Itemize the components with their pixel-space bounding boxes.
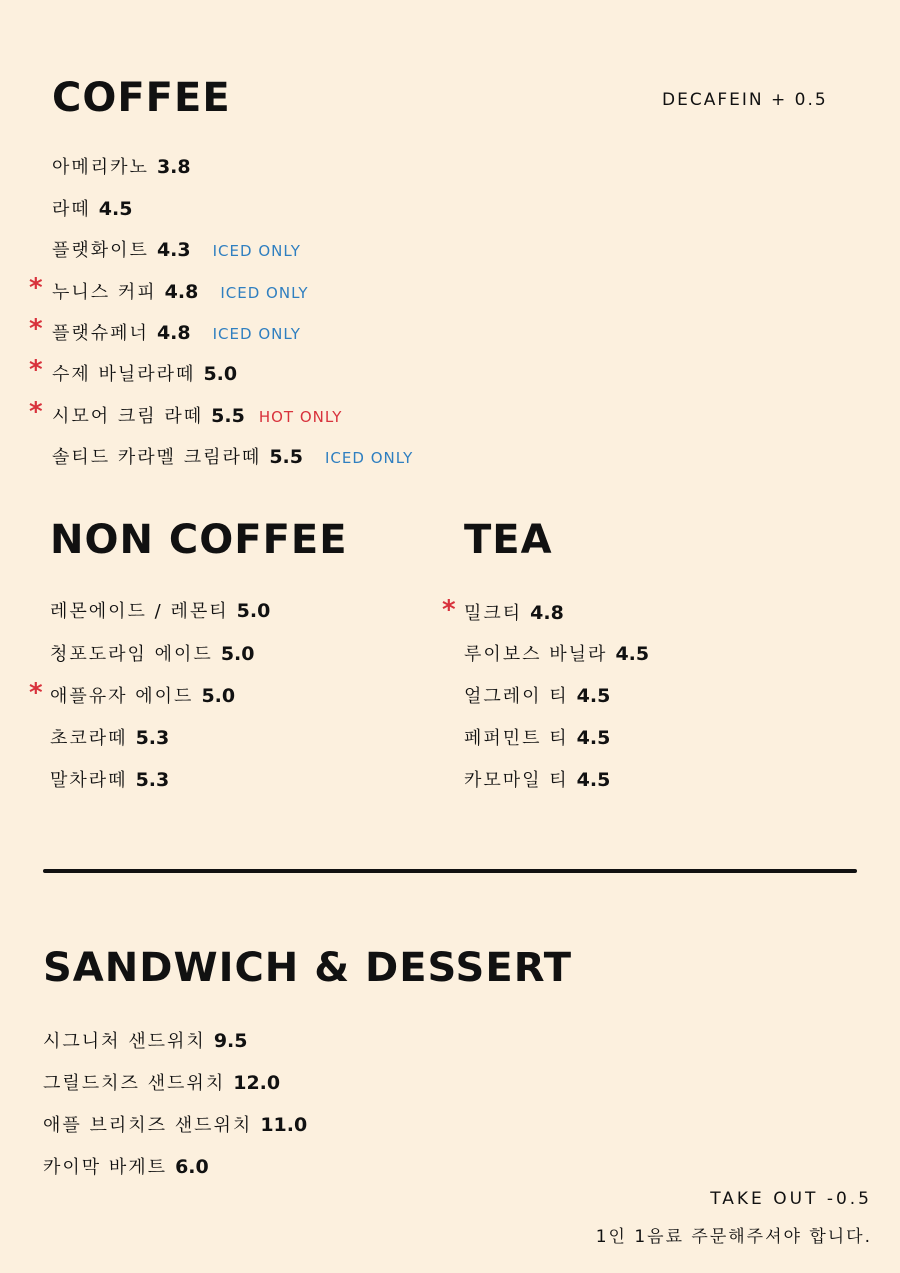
menu-item-price: 5.0 [201,685,236,707]
menu-item-name: 라떼 [52,199,91,220]
menu-item-rooibos-vanilla [464,643,649,666]
menu-item-price: 6.0 [175,1156,209,1178]
menu-item-name: 초코라떼 [50,728,128,749]
sandwich-dessert-section-title: SANDWICH & DESSERT [43,945,572,991]
menu-item-name: 애플 브리치즈 샌드위치 [43,1115,253,1136]
iced-only-tag: ICED ONLY [325,449,414,467]
menu-item-price: 5.5 [211,405,245,427]
menu-item-name: 시그니처 샌드위치 [43,1031,206,1052]
menu-item-price: 5.3 [135,769,170,791]
menu-item-nunis-coffee [52,281,309,304]
menu-item-americano [52,156,191,179]
menu-item-price: 5.0 [220,643,255,665]
menu-item-name: 시모어 크림 라떼 [52,406,204,427]
decaf-note: DECAFEIN + 0.5 [662,90,828,110]
menu-item-name: 수제 바닐라라떼 [52,364,196,385]
menu-item-price: 5.0 [236,600,271,622]
hot-only-tag: HOT ONLY [258,408,343,426]
menu-item-earl-grey-tea [464,685,610,708]
menu-item-price: 4.5 [576,685,611,707]
menu-item-price: 4.8 [530,602,564,624]
menu-item-name: 플랫슈페너 [52,323,149,344]
menu-item-apple-brie-sandwich [43,1114,307,1137]
iced-only-tag: ICED ONLY [220,284,309,302]
menu-item-matcha-latte [50,769,169,792]
menu-item-latte [52,198,132,221]
menu-item-milk-tea [464,602,564,625]
menu-item-price: 4.8 [156,322,191,344]
menu-item-chamomile-tea [464,769,610,792]
menu-item-green-grape-lime-ade [50,643,255,666]
menu-item-lemonade [50,600,270,623]
order-policy-note: 1인 1음료 주문해주셔야 합니다. [595,1227,872,1247]
menu-item-name: 루이보스 바닐라 [464,644,608,665]
menu-item-price: 4.3 [156,239,191,261]
menu-item-price: 4.5 [98,198,133,220]
menu-item-name: 그릴드치즈 샌드위치 [43,1073,226,1094]
menu-item-signature-sandwich [43,1030,248,1053]
menu-item-name: 얼그레이 티 [464,686,569,707]
tea-section-title: TEA [464,517,553,563]
menu-item-seamore-cream-latte [52,405,342,428]
menu-item-price: 4.5 [576,727,611,749]
menu-item-salted-caramel-cream-latte [52,446,413,469]
menu-item-price: 4.5 [576,769,611,791]
menu-item-grilled-cheese-sandwich [43,1072,280,1095]
menu-item-name: 페퍼민트 티 [464,728,569,749]
menu-item-name: 말차라떼 [50,770,128,791]
menu-item-name: 밀크티 [464,603,523,624]
menu-item-name: 청포도라임 에이드 [50,644,213,665]
menu-item-name: 플랫화이트 [52,240,149,261]
menu-item-flat-schpenner [52,322,301,345]
menu-item-peppermint-tea [464,727,610,750]
menu-item-price: 11.0 [260,1114,308,1136]
signature-star-icon: * [442,595,456,625]
non-coffee-section-title: NON COFFEE [50,517,348,563]
coffee-section-title: COFFEE [52,75,231,121]
signature-star-icon: * [29,397,43,427]
menu-item-price: 5.5 [269,446,303,468]
signature-star-icon: * [29,355,43,385]
menu-item-name: 카이막 바게트 [43,1157,168,1178]
menu-item-price: 12.0 [233,1072,281,1094]
iced-only-tag: ICED ONLY [212,325,301,343]
menu-item-name: 레몬에이드 / 레몬티 [50,601,229,622]
menu-item-price: 4.5 [615,643,650,665]
menu-item-kaymak-baguette [43,1156,209,1179]
menu-item-price: 5.0 [203,363,238,385]
iced-only-tag: ICED ONLY [212,242,301,260]
menu-item-name: 누니스 커피 [52,282,157,303]
menu-item-price: 4.8 [164,281,199,303]
menu-item-flat-white [52,239,301,262]
menu-item-name: 아메리카노 [52,157,149,178]
menu-item-price: 5.3 [135,727,170,749]
signature-star-icon: * [29,314,43,344]
menu-item-price: 3.8 [156,156,191,178]
signature-star-icon: * [29,678,43,708]
menu-item-vanilla-latte [52,363,237,386]
takeout-discount-note: TAKE OUT -0.5 [710,1189,872,1209]
signature-star-icon: * [29,273,43,303]
menu-item-apple-yuja-ade [50,685,235,708]
menu-item-name: 애플유자 에이드 [50,686,194,707]
menu-item-name: 솔티드 카라멜 크림라떼 [52,447,262,468]
menu-item-price: 9.5 [213,1030,248,1052]
section-divider [43,869,857,873]
menu-item-choco-latte [50,727,169,750]
menu-item-name: 카모마일 티 [464,770,569,791]
